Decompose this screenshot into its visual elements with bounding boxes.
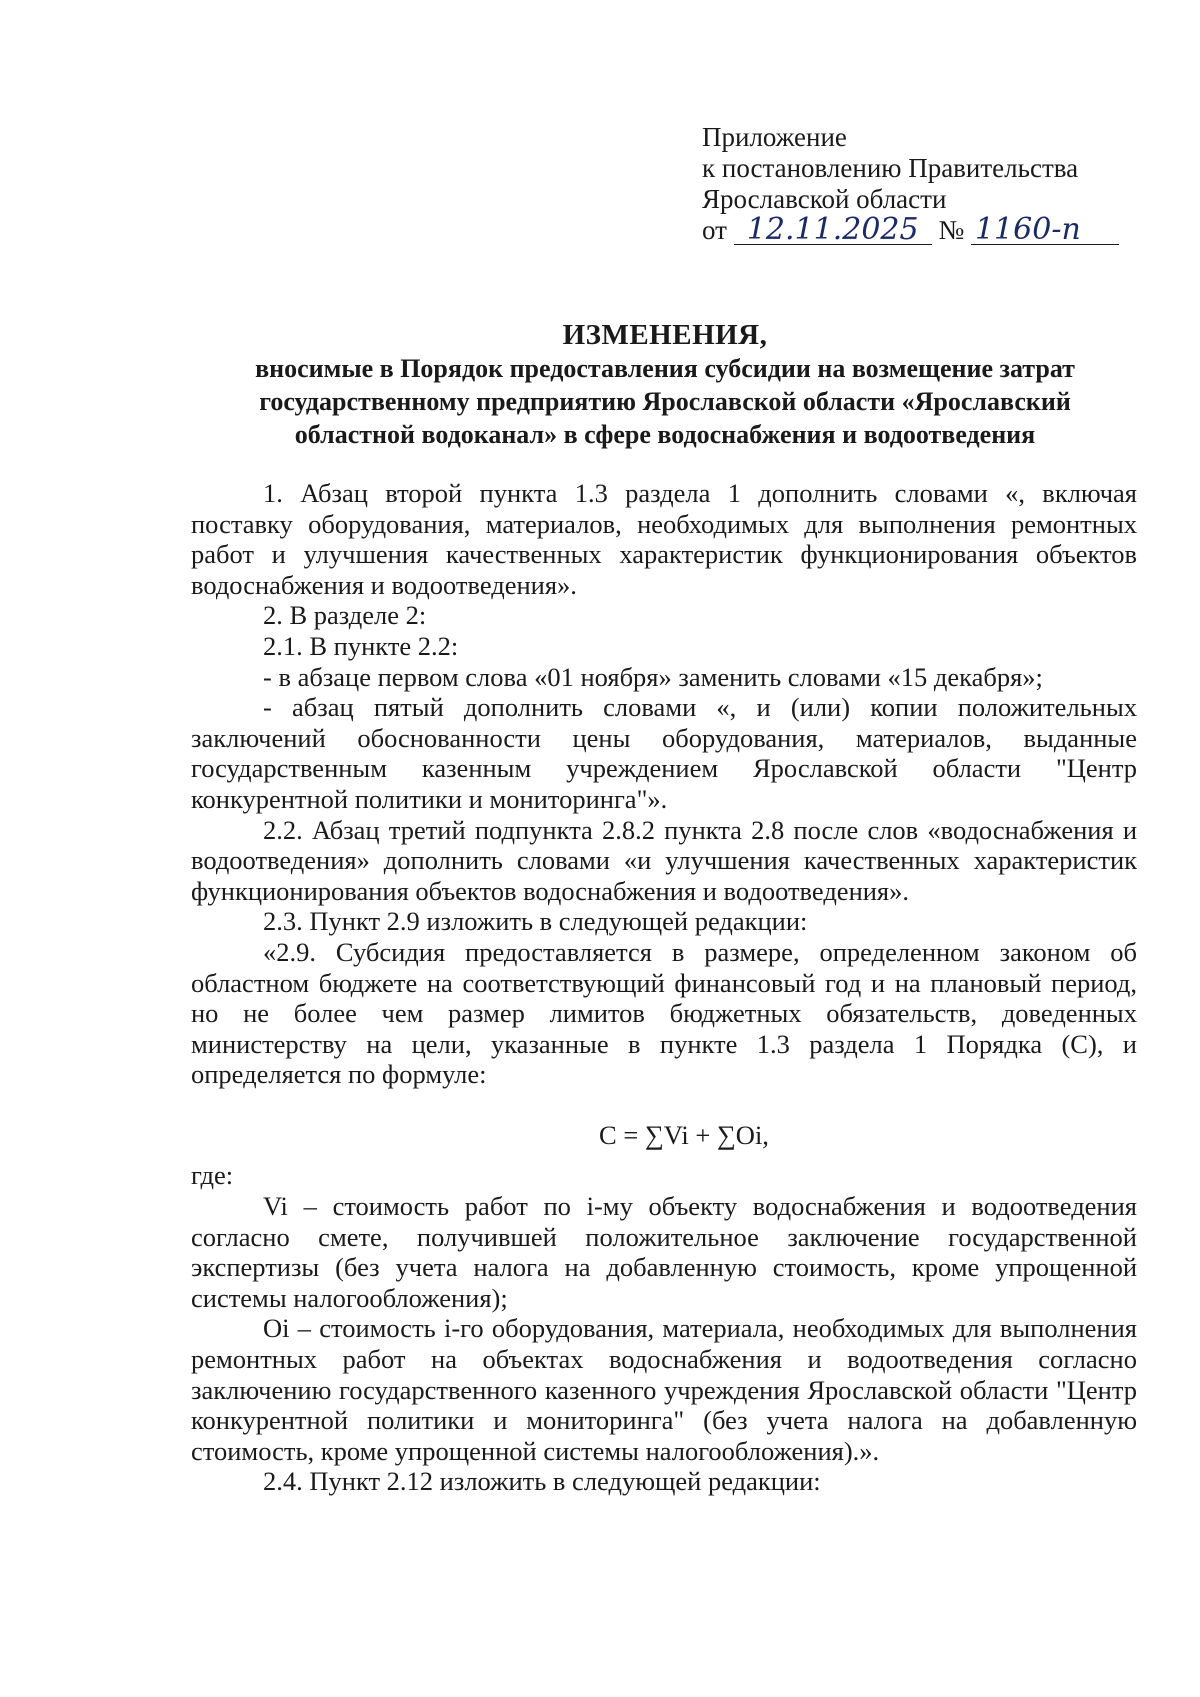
paragraph-2: 2. В разделе 2: [263,600,427,631]
document-body [191,478,1137,1497]
from-label: от [702,215,727,245]
paragraph-2-1: 2.1. В пункте 2.2: [263,630,459,661]
handwritten-number: 1160-п [971,216,1119,245]
appendix-date-number-row [702,212,1119,247]
where-label: где: [191,1160,234,1191]
title-sub-line-1: вносимые в Порядок предоставления субсидии на возмещение затрат [255,354,1075,383]
appendix-label: Приложение [702,122,847,152]
document-title [190,318,1140,451]
paragraph-2-1-item-2: - абзац пятый дополнить словами «, и (или) копии положительных заключений обоснованности цены оборудования, материалов, выданные государственным казенным учреждением Ярославской области "Центр конкурентной политики и мониторинга"». [191,692,1137,814]
paragraph-1: 1. Абзац второй пункта 1.3 раздела 1 дополнить словами «, включая поставку оборудования, материалов, необходимых для выполнения ремонтных работ и улучшения качественных характеристик функционирования объектов водоснабжения и водоотведения». [191,478,1137,600]
definition-oi: Oi – стоимость i-го оборудования, материала, необходимых для выполнения ремонтных работ на объектах водоснабжения и водоотведения согласно заключению государственного казенного учреждения Ярославской области "Центр конкурентной политики и мониторинга" (без учета налога на добавленную стоимость, кроме упрощенной системы налогообложения).». [191,1313,1137,1466]
appendix-region-line: Ярославской области [702,184,947,214]
paragraph-2-2: 2.2. Абзац третий подпункта 2.8.2 пункта 2.8 после слов «водоснабжения и водоотведения» дополнить словами «и улучшения качественных характеристик функционирования объектов водоснабжения и водоотведения». [191,814,1137,906]
subsidy-formula: С = ∑Vi + ∑Oi, [599,1119,769,1150]
paragraph-2-9-text: «2.9. Субсидия предоставляется в размере, определенном законом об областном бюджете на соответствующий финансовый год и на плановый период, но не более чем размер лимитов бюджетных обязательств, доведенных министерству на цели, указанные в пункте 1.3 раздела 1 Порядка (С), и определяется по формуле: [191,936,1137,1090]
title-main: ИЗМЕНЕНИЯ, [562,319,768,351]
title-sub-line-3: областной водоканал» в сфере водоснабжения и водоотведения [294,420,1036,449]
appendix-resolution-line: к постановлению Правительства [702,153,1079,183]
paragraph-2-4: 2.4. Пункт 2.12 изложить в следующей редакции: [263,1466,821,1497]
paragraph-2-3: 2.3. Пункт 2.9 изложить в следующей редакции: [263,906,808,937]
paragraph-2-1-item-1: - в абзаце первом слова «01 ноября» заменить словами «15 декабря»; [263,661,1043,692]
handwritten-date: 12.11.2025 [734,216,932,245]
definition-vi: Vi – стоимость работ по i-му объекту водоснабжения и водоотведения согласно смете, получившей положительное заключение государственной экспертизы (без учета налога на добавленную стоимость, кроме упрощенной системы налогообложения); [191,1191,1137,1313]
title-sub-line-2: государственному предприятию Ярославской области «Ярославский [259,387,1071,416]
number-label: № [938,215,965,245]
appendix-header [702,122,1119,246]
